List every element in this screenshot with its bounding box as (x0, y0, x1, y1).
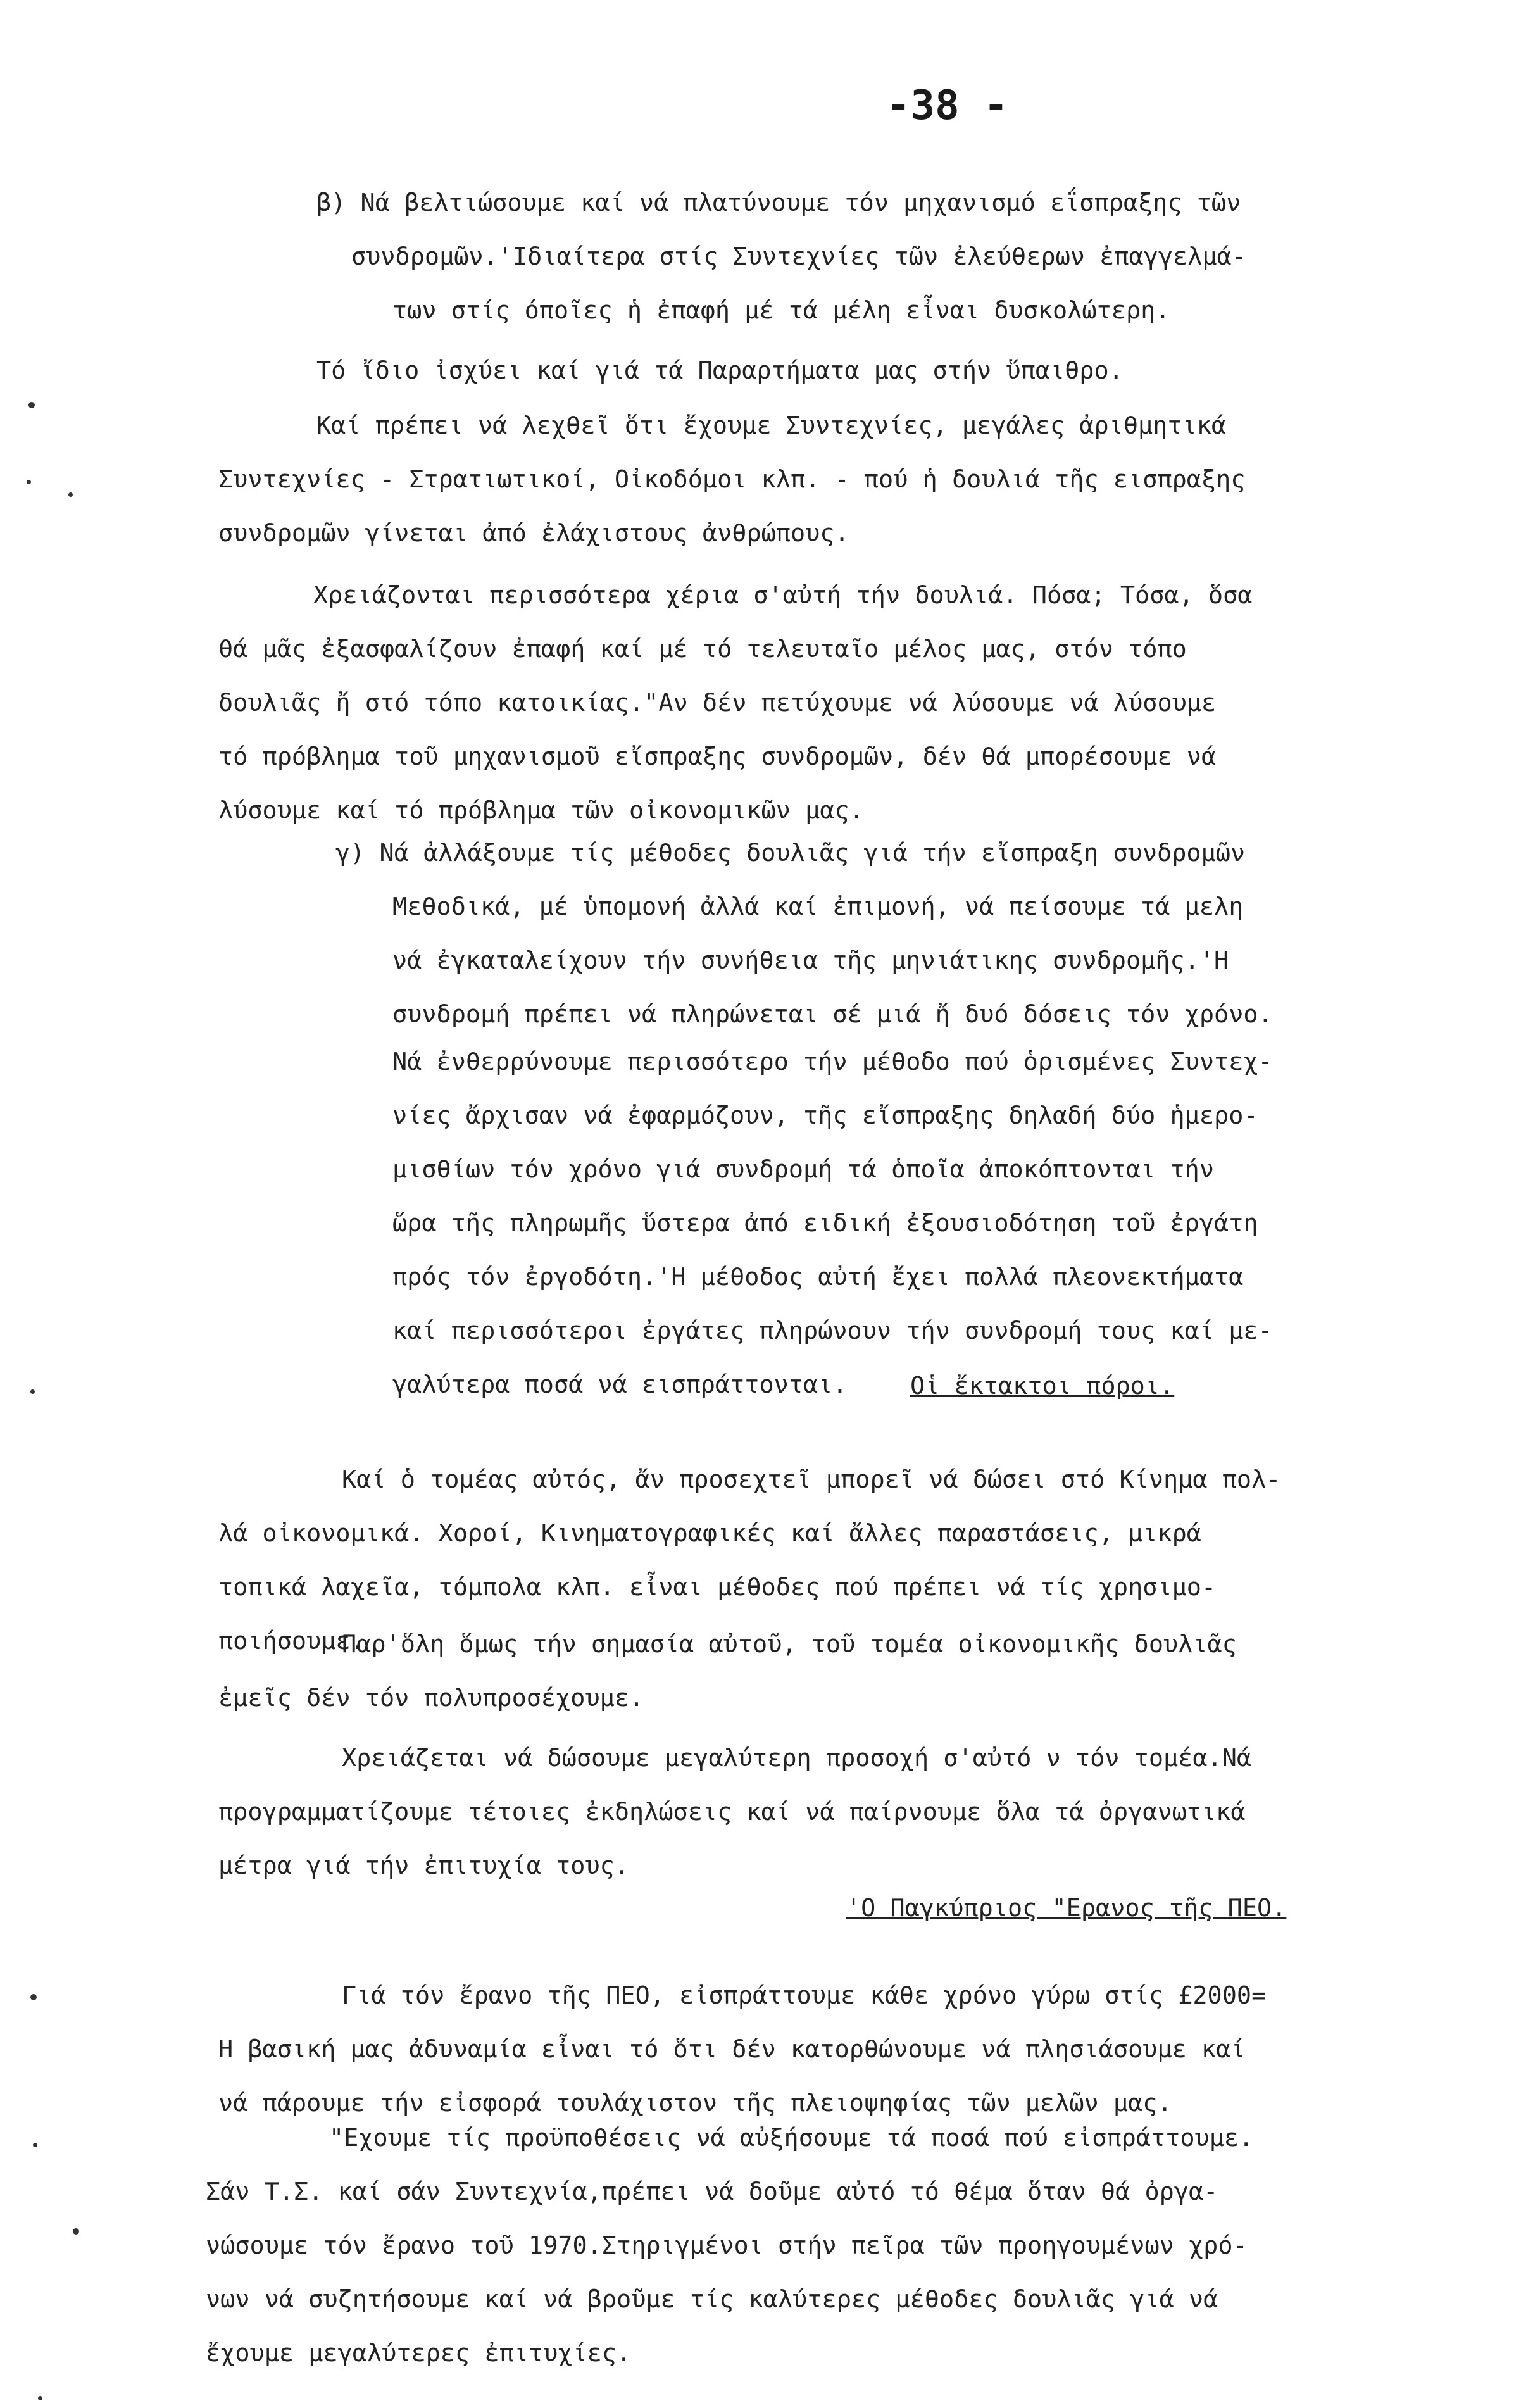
text-line: Καί ὁ τομέας αὐτός, ἄν προσεχτεῖ μπορεῖ νά δώσει στό Κίνημα πολ- (342, 1465, 1281, 1494)
text-line: πρός τόν ἐργοδότη.'Η μέθοδος αὐτή ἔχει πολλά πλεονεκτήματα (392, 1263, 1244, 1291)
text-line: συνδρομῶν.'Ιδιαίτερα στίς Συντεχνίες τῶν ἐλεύθερων ἐπαγγελμά- (351, 242, 1246, 271)
text-line: συνδρομῶν γίνεται ἀπό ἐλάχιστους ἀνθρώπους. (218, 519, 849, 548)
text-line: νά πάρουμε τήν εἰσφορά τουλάχιστον τῆς πλειοψηφίας τῶν μελῶν μας. (218, 2089, 1172, 2117)
text-line: Παρ'ὅλη ὅμως τήν σημασία αὐτοῦ, τοῦ τομέα οἰκονομικῆς δουλιᾶς (342, 1630, 1237, 1659)
text-line: τό πρόβλημα τοῦ μηχανισμοῦ εἴσπραξης συνδρομῶν, δέν θά μπορέσουμε νά (218, 743, 1217, 771)
text-line: Γιά τόν ἔρανο τῆς ΠΕΟ, εἰσπράττουμε κάθε χρόνο γύρω στίς £2000= (342, 1981, 1267, 2010)
text-line: "Εχουμε τίς προϋποθέσεις νά αὐξήσουμε τά ποσά πού εἰσπράττουμε. (329, 2124, 1254, 2152)
text-line: νώσουμε τόν ἔρανο τοῦ 1970.Στηριγμένοι στήν πεῖρα τῶν προηγουμένων χρό- (206, 2231, 1248, 2260)
text-line: Τό ἴδιο ἰσχύει καί γιά τά Παραρτήματα μας στήν ὕπαιθρο. (316, 356, 1124, 385)
page-number: -38 - (886, 82, 1008, 129)
scan-speck (73, 2228, 79, 2235)
more-hands-paragraph (218, 568, 1252, 837)
text-line: καί περισσότεροι ἐργάτες πληρώνουν τήν συνδρομή τους καί με- (392, 1317, 1273, 1345)
unions-paragraph (218, 399, 1246, 560)
text-line: τοπικά λαχεῖα, τόμπολα κλπ. εἶναι μέθοδες πού πρέπει νά τίς χρησιμο- (218, 1573, 1217, 1602)
text-line: γαλύτερα ποσά νά εισπράττονται. (392, 1370, 848, 1399)
text-line: ὥρα τῆς πληρωμῆς ὕστερα ἀπό ειδική ἐξουσιοδότηση τοῦ ἐργάτη (392, 1209, 1258, 1238)
scan-speck (30, 1994, 37, 2000)
scan-speck (38, 2396, 42, 2400)
text-line: λά οἰκονομικά. Χοροί, Κινηματογραφικές καί ἄλλες παραστάσεις, μικρά (218, 1519, 1201, 1548)
scan-speck (27, 480, 31, 484)
text-line: ποιήσουμε. (218, 1627, 365, 1655)
prerequisites-paragraph (206, 2111, 1253, 2380)
text-line: συνδρομή πρέπει νά πληρώνεται σέ μιά ἤ δυό δόσεις τόν χρόνο. (392, 1000, 1273, 1029)
text-line: των στίς όποῖες ἡ ἐπαφή μέ τά μέλη εἶναι δυσκολώτερη. (392, 296, 1170, 325)
fundraiser-paragraph (218, 1969, 1266, 2130)
text-line: λύσουμε καί τό πρόβλημα τῶν οἰκονομικῶν μας. (218, 796, 864, 825)
text-line: νίες ἄρχισαν νά ἐφαρμόζουν, τῆς εἴσπραξης δηλαδή δύο ἡμερο- (392, 1101, 1258, 1130)
text-line: νά ἐγκαταλείχουν τήν συνήθεια τῆς μηνιάτικης συνδρομῆς.'Η (392, 946, 1229, 975)
scan-speck (68, 492, 73, 497)
item-b-paragraph (316, 176, 1246, 337)
two-day-wage-method-paragraph (392, 1035, 1273, 1412)
text-line: Χρειάζεται νά δώσουμε μεγαλύτερη προσοχή σ'αὐτό ν τόν τομέα.Νά (342, 1744, 1252, 1772)
text-line: μισθίων τόν χρόνο γιά συνδρομή τά ὁποῖα ἀποκόπτονται τήν (392, 1155, 1215, 1184)
text-line: γ) Νά ἀλλάξουμε τίς μέθοδες δουλιᾶς γιά τήν εἴσπραξη συνδρομῶν (335, 839, 1246, 867)
same-applies-paragraph (316, 344, 1124, 398)
text-line: μέτρα γιά τήν ἐπιτυχία τους. (218, 1852, 630, 1880)
despite-importance-paragraph (218, 1617, 1237, 1725)
text-line: προγραμματίζουμε τέτοιες ἐκδηλώσεις καί νά παίρνουμε ὅλα τά ὀργανωτικά (218, 1798, 1246, 1826)
text-line: Σάν Τ.Σ. καί σάν Συντεχνία,πρέπει νά δοῦμε αὐτό τό θέμα ὅταν θά ὀργα- (206, 2178, 1218, 2206)
scan-speck (33, 2143, 37, 2147)
text-line: Μεθοδικά, μέ ὑπομονή ἀλλά καί ἐπιμονή, νά πείσουμε τά μελη (392, 893, 1244, 921)
text-line: νων νά συζητήσουμε καί νά βροῦμε τίς καλύτερες μέθοδες δουλιᾶς γιά νά (206, 2285, 1218, 2314)
text-line: Η βασική μας ἀδυναμία εἶναι τό ὅτι δέν κατορθώνουμε νά πλησιάσουμε καί (218, 2035, 1246, 2064)
scan-speck (28, 402, 35, 408)
more-attention-paragraph (218, 1731, 1251, 1893)
text-line: ἐμεῖς δέν τόν πολυπροσέχουμε. (218, 1684, 644, 1712)
text-line: Συντεχνίες - Στρατιωτικοί, Οἰκοδόμοι κλπ. - πού ἡ δουλιά τῆς εισπραξης (218, 465, 1246, 494)
text-line: ἔχουμε μεγαλύτερες ἐπιτυχίες. (206, 2339, 632, 2367)
item-c-paragraph (335, 826, 1273, 1041)
text-line: Καί πρέπει νά λεχθεῖ ὅτι ἔχουμε Συντεχνίες, μεγάλες ἀριθμητικά (316, 411, 1227, 440)
text-line: Χρειάζονται περισσότερα χέρια σ'αὐτή τήν δουλιά. Πόσα; Τόσα, ὅσα (313, 581, 1253, 610)
section-heading-extraordinary-resources: Οἱ ἔκτακτοι πόροι. (910, 1372, 1175, 1400)
text-line: δουλιᾶς ἤ στό τόπο κατοικίας."Αν δέν πετύχουμε νά λύσουμε νά λύσουμε (218, 689, 1217, 717)
text-line: Νά ἐνθερρύνουμε περισσότερο τήν μέθοδο πού ὁρισμένες Συντεχ- (392, 1048, 1273, 1076)
scan-speck (30, 1389, 35, 1394)
section-heading-pancyprian-fundraiser: 'Ο Παγκύπριος "Ερανος τῆς ΠΕΟ. (846, 1894, 1287, 1922)
text-line: β) Νά βελτιώσουμε καί νά πλατύνουμε τόν μηχανισμό εΐσπραξης τῶν (316, 189, 1241, 217)
text-line: θά μᾶς ἐξασφαλίζουν ἐπαφή καί μέ τό τελευταῖο μέλος μας, στόν τόπο (218, 635, 1187, 663)
